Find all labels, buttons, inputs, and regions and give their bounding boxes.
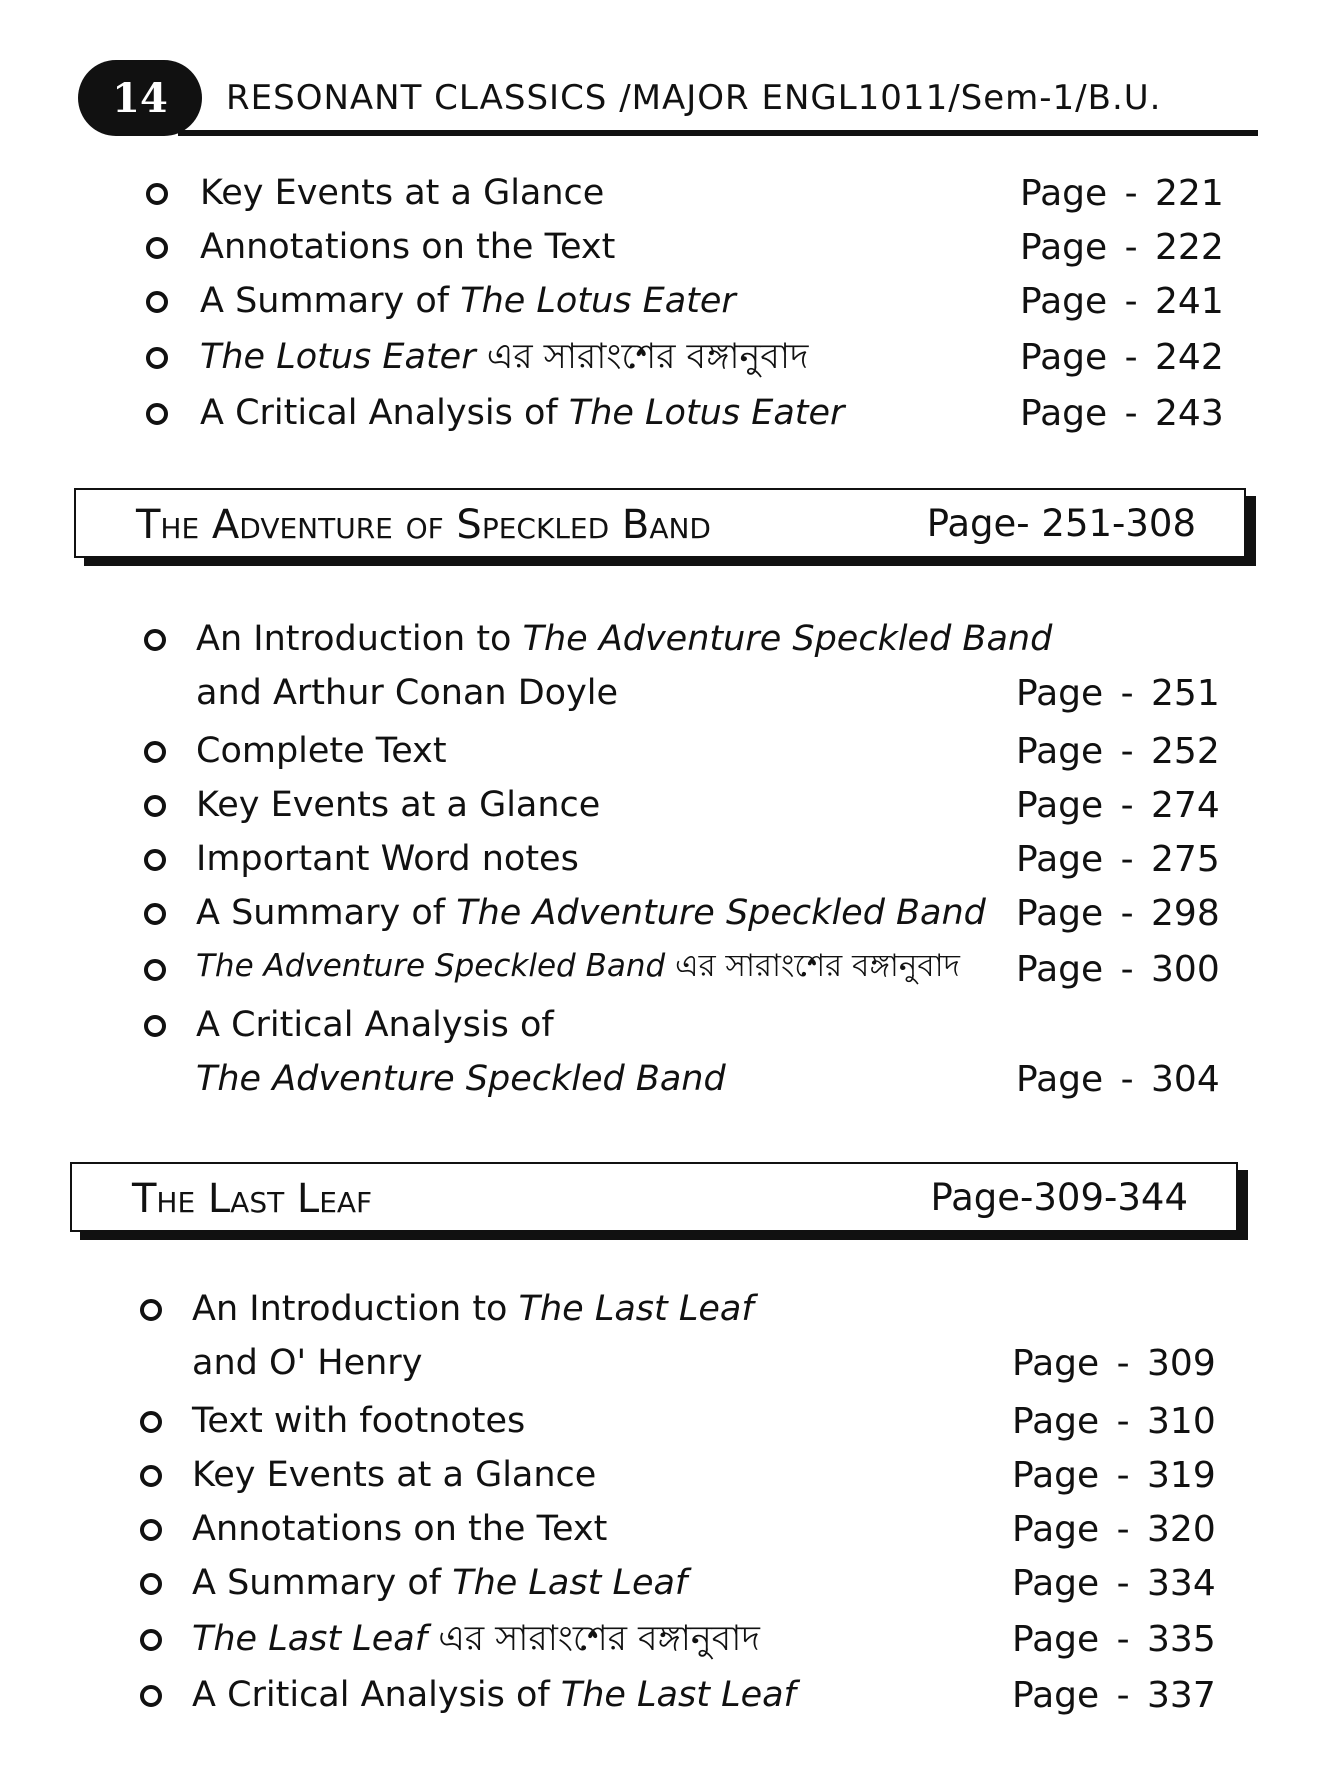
toc-item — [0, 388, 1333, 442]
toc-item-title: Key Events at a Glance — [200, 173, 605, 213]
bullet-icon — [144, 629, 166, 651]
toc-item — [0, 1396, 1333, 1450]
section-title: The Last Leaf — [132, 1176, 373, 1222]
toc-item-page: Page - 298 — [1016, 893, 1220, 934]
toc-item-title: A Critical Analysis of — [196, 1005, 554, 1045]
toc-item-page: Page - 242 — [1020, 337, 1224, 378]
toc-item — [0, 1000, 1333, 1108]
toc-item-title: Text with footnotes — [192, 1401, 526, 1441]
toc-item-title: An Introduction to The Adventure Speckled Band — [196, 619, 1053, 659]
page-header — [78, 60, 1258, 136]
toc-item-page: Page - 309 — [1012, 1343, 1216, 1384]
section-page-range: Page- 251-308 — [926, 502, 1196, 545]
toc-item-title: A Summary of The Lotus Eater — [200, 281, 736, 321]
running-title: RESONANT CLASSICS /MAJOR ENGL1011/Sem-1/B.U. — [226, 78, 1162, 118]
toc-item-title-line2: and O' Henry — [192, 1343, 423, 1383]
toc-item-title: A Critical Analysis of The Lotus Eater — [200, 393, 845, 433]
toc-item-title-line2: and Arthur Conan Doyle — [196, 673, 619, 713]
toc-item-page: Page - 274 — [1016, 785, 1220, 826]
bullet-icon — [140, 1465, 162, 1487]
toc-item-page: Page - 335 — [1012, 1619, 1216, 1660]
toc-item-title: The Lotus Eater এর সারাংশের বঙ্গানুবাদ — [200, 337, 809, 377]
toc-item-page: Page - 251 — [1016, 673, 1220, 714]
page-number-badge: 14 — [78, 60, 202, 136]
toc-item-page: Page - 337 — [1012, 1675, 1216, 1716]
bullet-icon — [144, 795, 166, 817]
section-banner — [70, 1162, 1238, 1232]
toc-item-title: Key Events at a Glance — [196, 785, 601, 825]
bullet-icon — [140, 1519, 162, 1541]
toc-item-page: Page - 304 — [1016, 1059, 1220, 1100]
toc-item — [0, 726, 1333, 780]
toc-item-title: Complete Text — [196, 731, 447, 771]
toc-item-title: Annotations on the Text — [192, 1509, 608, 1549]
toc-item — [0, 332, 1333, 386]
toc-item-title: Key Events at a Glance — [192, 1455, 597, 1495]
toc-item — [0, 168, 1333, 222]
toc-item — [0, 222, 1333, 276]
toc-item-page: Page - 310 — [1012, 1401, 1216, 1442]
toc-item — [0, 276, 1333, 330]
toc-item — [0, 944, 1333, 998]
bullet-icon — [146, 237, 168, 259]
toc-item-title: A Critical Analysis of The Last Leaf — [192, 1675, 796, 1715]
toc-item — [0, 834, 1333, 888]
toc-item-title: A Summary of The Adventure Speckled Band — [196, 893, 986, 933]
toc-item — [0, 1450, 1333, 1504]
toc-item — [0, 614, 1333, 722]
section-page-range: Page-309-344 — [930, 1176, 1188, 1219]
bullet-icon — [144, 903, 166, 925]
toc-item-title: The Last Leaf এর সারাংশের বঙ্গানুবাদ — [192, 1619, 760, 1659]
bullet-icon — [144, 959, 166, 981]
bullet-icon — [146, 347, 168, 369]
toc-item-page: Page - 222 — [1020, 227, 1224, 268]
toc-item — [0, 1284, 1333, 1392]
toc-item-title: An Introduction to The Last Leaf — [192, 1289, 754, 1329]
toc-item-page: Page - 241 — [1020, 281, 1224, 322]
header-rule — [178, 130, 1258, 136]
toc-item-page: Page - 252 — [1016, 731, 1220, 772]
bullet-icon — [146, 183, 168, 205]
bullet-icon — [140, 1629, 162, 1651]
bullet-icon — [144, 741, 166, 763]
toc-item-page: Page - 300 — [1016, 949, 1220, 990]
toc-item — [0, 1670, 1333, 1724]
toc-item-page: Page - 275 — [1016, 839, 1220, 880]
toc-item — [0, 888, 1333, 942]
section-title: The Adventure of Speckled Band — [136, 502, 711, 548]
toc-item-page: Page - 334 — [1012, 1563, 1216, 1604]
toc-item-page: Page - 243 — [1020, 393, 1224, 434]
section-banner — [74, 488, 1246, 558]
toc-item-page: Page - 221 — [1020, 173, 1224, 214]
bullet-icon — [144, 1015, 166, 1037]
toc-item — [0, 1614, 1333, 1668]
bullet-icon — [140, 1685, 162, 1707]
toc-item-title: The Adventure Speckled Band এর সারাংশের বঙ্গানুবাদ — [196, 948, 960, 984]
toc-item — [0, 1558, 1333, 1612]
toc-item — [0, 780, 1333, 834]
toc-item — [0, 1504, 1333, 1558]
toc-item-title-line2: The Adventure Speckled Band — [196, 1059, 726, 1099]
bullet-icon — [144, 849, 166, 871]
toc-item-page: Page - 320 — [1012, 1509, 1216, 1550]
toc-item-title: Important Word notes — [196, 839, 579, 879]
bullet-icon — [146, 403, 168, 425]
toc-item-page: Page - 319 — [1012, 1455, 1216, 1496]
bullet-icon — [146, 291, 168, 313]
bullet-icon — [140, 1573, 162, 1595]
toc-item-title: A Summary of The Last Leaf — [192, 1563, 688, 1603]
toc-item-title: Annotations on the Text — [200, 227, 616, 267]
bullet-icon — [140, 1299, 162, 1321]
bullet-icon — [140, 1411, 162, 1433]
